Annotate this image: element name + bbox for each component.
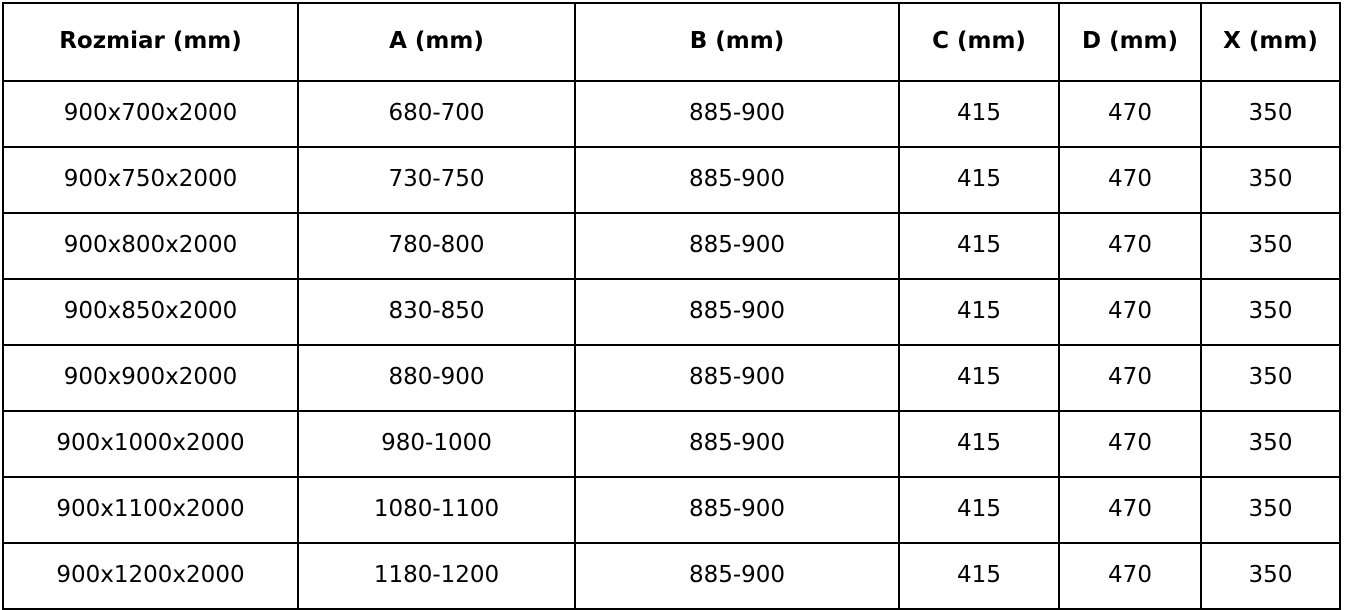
column-header-d: D (mm): [1059, 3, 1201, 81]
cell-c: 415: [899, 213, 1059, 279]
cell-d: 470: [1059, 81, 1201, 147]
cell-rozmiar: 900x800x2000: [3, 213, 298, 279]
cell-d: 470: [1059, 213, 1201, 279]
table-row: [3, 477, 1340, 543]
table-body: [3, 81, 1340, 609]
column-header-a: A (mm): [298, 3, 575, 81]
cell-b: 885-900: [575, 543, 899, 609]
cell-d: 470: [1059, 279, 1201, 345]
cell-b: 885-900: [575, 477, 899, 543]
cell-b: 885-900: [575, 345, 899, 411]
cell-rozmiar: 900x1100x2000: [3, 477, 298, 543]
table-row: [3, 411, 1340, 477]
specification-table: [2, 2, 1341, 610]
cell-c: 415: [899, 279, 1059, 345]
table-row: [3, 345, 1340, 411]
cell-a: 1180-1200: [298, 543, 575, 609]
cell-c: 415: [899, 147, 1059, 213]
cell-c: 415: [899, 81, 1059, 147]
table-header: [3, 3, 1340, 81]
cell-a: 730-750: [298, 147, 575, 213]
cell-d: 470: [1059, 543, 1201, 609]
cell-rozmiar: 900x1000x2000: [3, 411, 298, 477]
table-row: [3, 543, 1340, 609]
cell-c: 415: [899, 411, 1059, 477]
table-row: [3, 81, 1340, 147]
cell-x: 350: [1201, 477, 1340, 543]
cell-a: 880-900: [298, 345, 575, 411]
cell-b: 885-900: [575, 411, 899, 477]
cell-c: 415: [899, 345, 1059, 411]
cell-x: 350: [1201, 411, 1340, 477]
column-header-rozmiar: Rozmiar (mm): [3, 3, 298, 81]
cell-x: 350: [1201, 543, 1340, 609]
cell-d: 470: [1059, 147, 1201, 213]
column-header-x: X (mm): [1201, 3, 1340, 81]
cell-x: 350: [1201, 279, 1340, 345]
cell-d: 470: [1059, 345, 1201, 411]
cell-a: 780-800: [298, 213, 575, 279]
cell-d: 470: [1059, 411, 1201, 477]
cell-rozmiar: 900x750x2000: [3, 147, 298, 213]
cell-b: 885-900: [575, 213, 899, 279]
table-row: [3, 279, 1340, 345]
cell-rozmiar: 900x850x2000: [3, 279, 298, 345]
cell-x: 350: [1201, 345, 1340, 411]
cell-rozmiar: 900x1200x2000: [3, 543, 298, 609]
cell-a: 830-850: [298, 279, 575, 345]
cell-d: 470: [1059, 477, 1201, 543]
cell-a: 1080-1100: [298, 477, 575, 543]
cell-rozmiar: 900x900x2000: [3, 345, 298, 411]
column-header-b: B (mm): [575, 3, 899, 81]
cell-rozmiar: 900x700x2000: [3, 81, 298, 147]
cell-b: 885-900: [575, 81, 899, 147]
cell-x: 350: [1201, 147, 1340, 213]
cell-b: 885-900: [575, 279, 899, 345]
table-row: [3, 147, 1340, 213]
cell-a: 980-1000: [298, 411, 575, 477]
table-row: [3, 213, 1340, 279]
cell-x: 350: [1201, 213, 1340, 279]
table-header-row: [3, 3, 1340, 81]
cell-c: 415: [899, 543, 1059, 609]
column-header-c: C (mm): [899, 3, 1059, 81]
cell-x: 350: [1201, 81, 1340, 147]
specification-table-container: [0, 2, 1355, 595]
cell-a: 680-700: [298, 81, 575, 147]
cell-c: 415: [899, 477, 1059, 543]
cell-b: 885-900: [575, 147, 899, 213]
